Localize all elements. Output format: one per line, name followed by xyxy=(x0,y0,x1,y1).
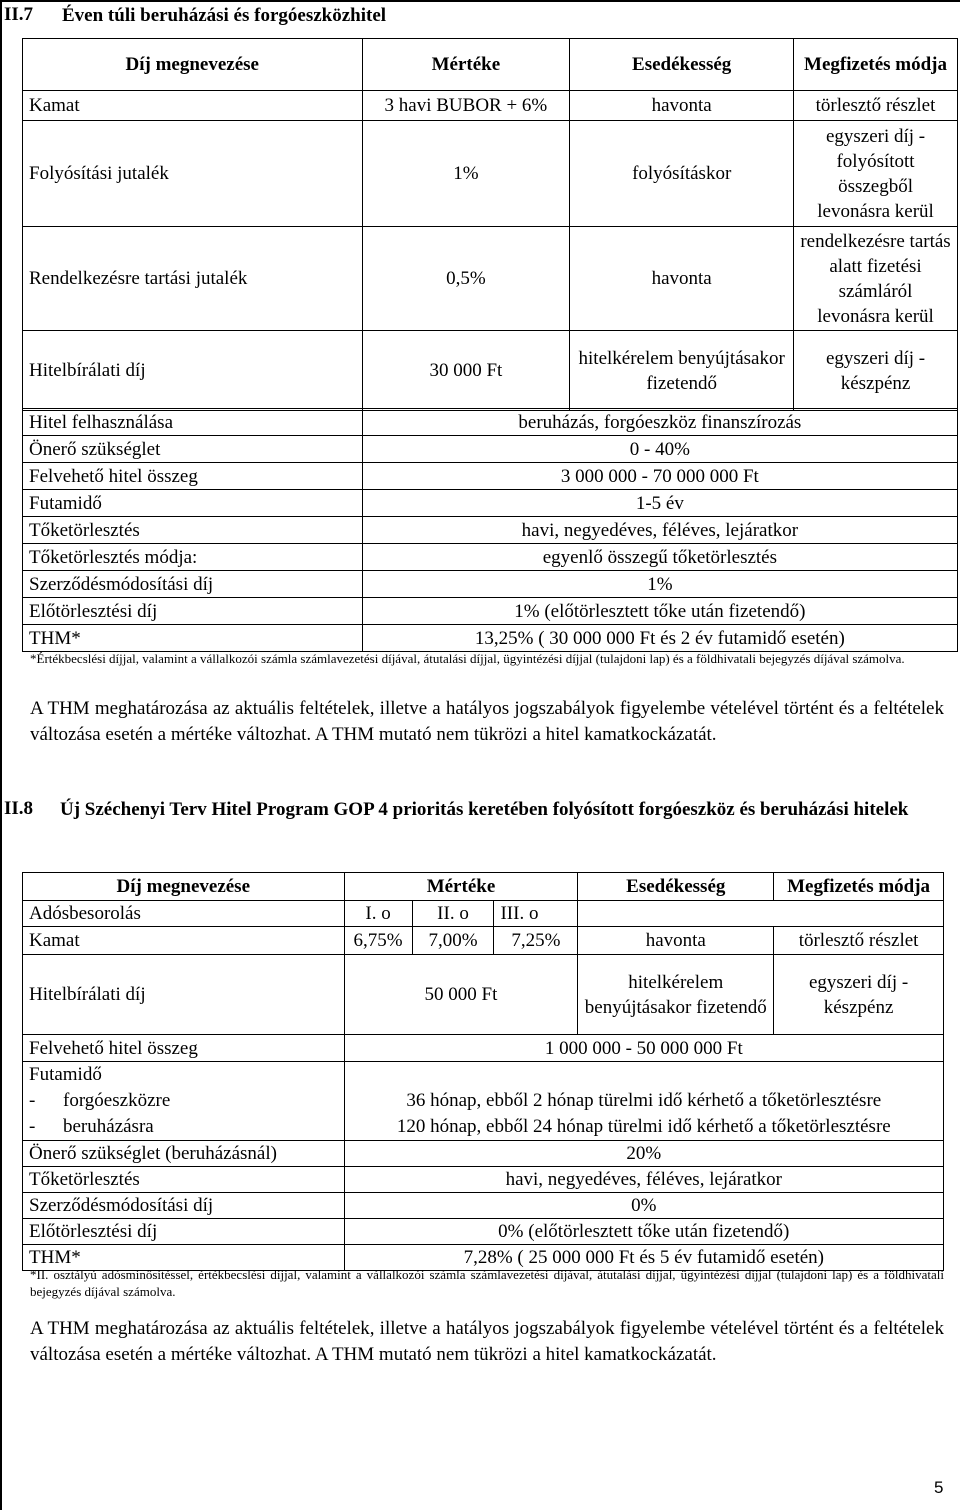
table-header xyxy=(23,873,944,901)
section-7-footnote: *Értékbecslési díjjal, valamint a vállalkozói számla számlavezetési díjával, átutalási díjjal, ügyintézési díjjal (tulajdoni lap) és a földhivatali bejegyzés díjával számolva. xyxy=(30,651,905,666)
condition-value: 0 - 40% xyxy=(362,436,957,463)
table-row xyxy=(23,1141,944,1167)
fee-rate: 0,5% xyxy=(362,227,570,331)
fee-name: Hitelbírálati díj xyxy=(23,331,363,411)
section-8-table xyxy=(22,872,944,1271)
term-sub-item xyxy=(29,1114,338,1140)
table-row xyxy=(23,955,944,1035)
term-label: Futamidő xyxy=(29,1064,102,1085)
fee-table-header xyxy=(23,39,958,91)
condition-value: 3 000 000 - 70 000 000 Ft xyxy=(362,463,957,490)
section-7-heading xyxy=(0,2,960,30)
table-row xyxy=(23,1167,944,1193)
term-sub-label: forgóeszközre xyxy=(63,1090,171,1111)
header-due: Esedékesség xyxy=(578,873,774,901)
section-8-footnote: *II. osztályú adósminősítéssel, értékbecslési díjjal, valamint a vállalkozói számla számlavezetési díjával, átutalási díjjal, ügyintézési díjjal (tulajdoni lap) és a földhivatali bejegyzés díjával számolva. xyxy=(30,1267,944,1299)
fee-payment: rendelkezésre tartás alatt fizetési számláról levonásra kerül xyxy=(794,227,958,331)
fee-name: Kamat xyxy=(23,91,363,121)
section-8-number: II.8 xyxy=(4,798,34,819)
table-row xyxy=(23,490,958,517)
condition-label: Futamidő xyxy=(23,490,363,517)
table-row xyxy=(23,598,958,625)
condition-label: THM* xyxy=(23,625,363,652)
interest-payment: törlesztő részlet xyxy=(774,927,944,955)
rating-class-1: I. o xyxy=(344,901,412,927)
header-due: Esedékesség xyxy=(570,39,794,91)
page-number: 5 xyxy=(934,1478,944,1497)
condition-label: Tőketörlesztés xyxy=(23,517,363,544)
interest-class-2: 7,00% xyxy=(412,927,494,955)
condition-label: THM* xyxy=(23,1245,345,1271)
condition-value: beruházás, forgóeszköz finanszírozás xyxy=(362,409,957,436)
rating-class-3: III. o xyxy=(494,901,578,927)
table-row xyxy=(23,571,958,598)
interest-class-1: 6,75% xyxy=(344,927,412,955)
term-dash: - xyxy=(29,1116,36,1137)
interest-label: Kamat xyxy=(23,927,345,955)
condition-label: Önerő szükséglet xyxy=(23,436,363,463)
empty-cell xyxy=(578,901,774,927)
table-row xyxy=(23,517,958,544)
fee-name: Rendelkezésre tartási jutalék xyxy=(23,227,363,331)
condition-value: havi, negyedéves, féléves, lejáratkor xyxy=(362,517,957,544)
table-row xyxy=(23,91,958,121)
table-row xyxy=(23,1035,944,1062)
condition-label: Tőketörlesztés xyxy=(23,1167,345,1193)
table-row xyxy=(23,1219,944,1245)
term-value: 36 hónap, ebből 2 hónap türelmi idő kérhető a tőketörlesztésre xyxy=(406,1090,882,1111)
amount-label: Felvehető hitel összeg xyxy=(23,1035,345,1062)
section-8-heading xyxy=(0,796,960,856)
fee-rate: 30 000 Ft xyxy=(362,331,570,411)
review-fee-label: Hitelbírálati díj xyxy=(23,955,345,1035)
interest-class-3: 7,25% xyxy=(494,927,578,955)
header-fee-name: Díj megnevezése xyxy=(23,39,363,91)
term-cell xyxy=(23,1062,345,1141)
fee-due: havonta xyxy=(570,91,794,121)
term-value: 120 hónap, ebből 24 hónap türelmi idő kérhető a tőketörlesztésre xyxy=(396,1116,891,1137)
header-payment: Megfizetés módja xyxy=(774,873,944,901)
empty-cell xyxy=(774,901,944,927)
condition-value: 1% xyxy=(362,571,957,598)
page-left-border xyxy=(0,0,2,1510)
fee-due: havonta xyxy=(570,227,794,331)
condition-label: Szerződésmódosítási díj xyxy=(23,571,363,598)
fee-rate: 3 havi BUBOR + 6% xyxy=(362,91,570,121)
review-fee-rate: 50 000 Ft xyxy=(344,955,578,1035)
header-fee-name: Díj megnevezése xyxy=(23,873,345,901)
condition-value: egyenlő összegű tőketörlesztés xyxy=(362,544,957,571)
section-7-paragraph: A THM meghatározása az aktuális feltételek, illetve a hatályos jogszabályok figyelembe vételével történt és a feltételek változása esetén a mértéke változhat. A THM mutató nem tükrözi a hitel kamatkockázatát. xyxy=(30,698,944,745)
table-row xyxy=(23,409,958,436)
fee-rate: 1% xyxy=(362,121,570,227)
condition-value: 1% (előtörlesztett tőke után fizetendő) xyxy=(362,598,957,625)
condition-label: Előtörlesztési díj xyxy=(23,598,363,625)
rating-class-2: II. o xyxy=(412,901,494,927)
table-row xyxy=(23,1062,944,1141)
review-fee-payment: egyszeri díj - készpénz xyxy=(774,955,944,1035)
condition-label: Tőketörlesztés módja: xyxy=(23,544,363,571)
fee-due: hitelkérelem benyújtásakor fizetendő xyxy=(570,331,794,411)
condition-value: 1-5 év xyxy=(362,490,957,517)
table-row xyxy=(23,227,958,331)
term-sub-label: beruházásra xyxy=(63,1116,154,1137)
condition-label: Szerződésmódosítási díj xyxy=(23,1193,345,1219)
term-dash: - xyxy=(29,1090,36,1111)
fee-payment: egyszeri díj - készpénz xyxy=(794,331,958,411)
condition-value: 20% xyxy=(344,1141,943,1167)
header-rate: Mértéke xyxy=(362,39,570,91)
term-sub-item xyxy=(29,1088,338,1114)
table-row xyxy=(23,1193,944,1219)
table-row xyxy=(23,901,944,927)
header-payment: Megfizetés módja xyxy=(794,39,958,91)
section-8-paragraph: A THM meghatározása az aktuális feltételek, illetve a hatályos jogszabályok figyelembe vételével történt és a feltételek változása esetén a mértéke változhat. A THM mutató nem tükrözi a hitel kamatkockázatát. xyxy=(30,1318,944,1365)
condition-value: 7,28% ( 25 000 000 Ft és 5 év futamidő esetén) xyxy=(344,1245,943,1271)
header-rate: Mértéke xyxy=(344,873,578,901)
section-7-conditions-table xyxy=(22,408,958,652)
condition-value: 13,25% ( 30 000 000 Ft és 2 év futamidő esetén) xyxy=(362,625,957,652)
table-row xyxy=(23,927,944,955)
condition-label: Önerő szükséglet (beruházásnál) xyxy=(23,1141,345,1167)
condition-value: havi, negyedéves, féléves, lejáratkor xyxy=(344,1167,943,1193)
table-row xyxy=(23,331,958,411)
condition-value: 0% xyxy=(344,1193,943,1219)
section-7-number: II.7 xyxy=(4,4,34,25)
table-row xyxy=(23,463,958,490)
section-7-fee-table xyxy=(22,38,958,411)
fee-name: Folyósítási jutalék xyxy=(23,121,363,227)
review-fee-due: hitelkérelem benyújtásakor fizetendő xyxy=(578,955,774,1035)
table-row xyxy=(23,544,958,571)
interest-due: havonta xyxy=(578,927,774,955)
amount-value: 1 000 000 - 50 000 000 Ft xyxy=(344,1035,943,1062)
section-8-title: Új Széchenyi Terv Hitel Program GOP 4 prioritás keretében folyósított forgóeszköz és beruházási hitelek xyxy=(60,799,909,820)
condition-label: Hitel felhasználása xyxy=(23,409,363,436)
fee-payment: egyszeri díj - folyósított összegből levonásra kerül xyxy=(794,121,958,227)
fee-payment: törlesztő részlet xyxy=(794,91,958,121)
rating-label: Adósbesorolás xyxy=(23,901,345,927)
section-7-title: Éven túli beruházási és forgóeszközhitel xyxy=(62,5,387,26)
table-row xyxy=(23,436,958,463)
condition-label: Felvehető hitel összeg xyxy=(23,463,363,490)
condition-label: Előtörlesztési díj xyxy=(23,1219,345,1245)
fee-due: folyósításkor xyxy=(570,121,794,227)
table-row xyxy=(23,121,958,227)
term-values xyxy=(344,1062,943,1141)
table-row xyxy=(23,625,958,652)
condition-value: 0% (előtörlesztett tőke után fizetendő) xyxy=(344,1219,943,1245)
